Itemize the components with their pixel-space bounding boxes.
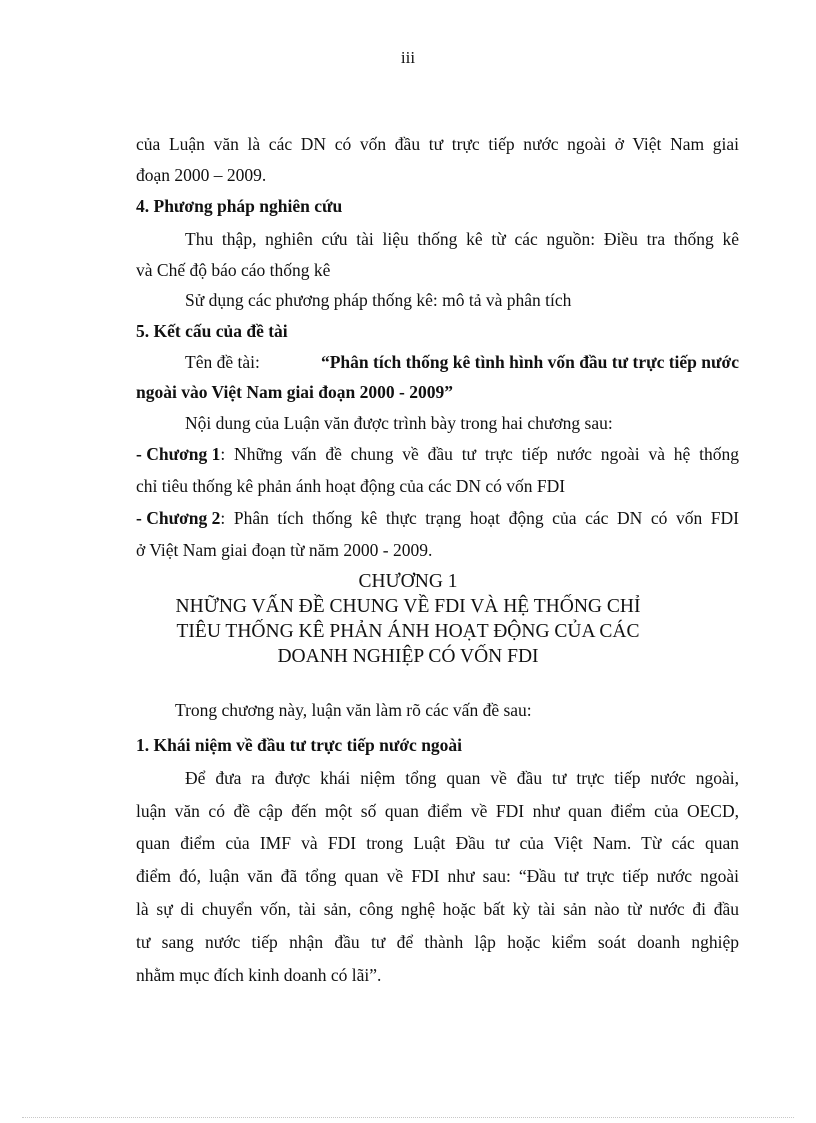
paragraph-line: là sự di chuyển vốn, tài sản, công nghệ hoặc bất kỳ tài sản nào từ nước đi đầu [136, 899, 739, 919]
title-prefix: Tên đề tài: [185, 352, 265, 372]
chapter-title-line-1: NHỮNG VẤN ĐỀ CHUNG VỀ FDI VÀ HỆ THỐNG CHỈ [175, 596, 641, 617]
chapter-2-summary [136, 506, 739, 530]
chapter-2-text: : Phân tích thống kê thực trạng hoạt động của các DN có vốn FDI [220, 508, 739, 528]
paragraph-line: Nội dung của Luận văn được trình bày trong hai chương sau: [185, 413, 613, 433]
chapter-1-summary [136, 442, 739, 466]
paragraph-line: tư sang nước tiếp nhận đầu tư để thành lập hoặc kiểm soát doanh nghiệp [136, 932, 739, 952]
chapter-title-line-2: TIÊU THỐNG KÊ PHẢN ÁNH HOẠT ĐỘNG CỦA CÁC [176, 621, 640, 642]
chapter-intro: Trong chương này, luận văn làm rõ các vấn đề sau: [175, 700, 532, 720]
chapter-1-label: - Chương 1 [136, 444, 221, 464]
paragraph-line: Thu thập, nghiên cứu tài liệu thống kê từ các nguồn: Điều tra thống kê [185, 229, 739, 249]
paragraph-line: đoạn 2000 – 2009. [136, 165, 267, 185]
paragraph-line: quan điểm của IMF và FDI trong Luật Đầu tư của Việt Nam. Từ các quan [136, 833, 739, 853]
paragraph-line: điểm đó, luận văn đã tổng quan về FDI như sau: “Đầu tư trực tiếp nước ngoài [136, 866, 739, 886]
thesis-title: “Phân tích thống kê tình hình vốn đầu tư trực tiếp nước [320, 352, 739, 372]
section-heading-1: 1. Khái niệm về đầu tư trực tiếp nước ngoài [136, 735, 463, 755]
paragraph-line: chỉ tiêu thống kê phản ánh hoạt động của các DN có vốn FDI [136, 476, 566, 496]
paragraph-line: ở Việt Nam giai đoạn từ năm 2000 - 2009. [136, 540, 433, 560]
paragraph-line: Sử dụng các phương pháp thống kê: mô tả và phân tích [185, 290, 572, 310]
paragraph-line: và Chế độ báo cáo thống kê [136, 260, 331, 280]
paragraph-line: Để đưa ra được khái niệm tổng quan về đầu tư trực tiếp nước ngoài, [185, 768, 739, 788]
chapter-label: CHƯƠNG 1 [358, 571, 458, 592]
page-bottom-divider [22, 1117, 794, 1118]
paragraph-line: của Luận văn là các DN có vốn đầu tư trực tiếp nước ngoài ở Việt Nam giai [136, 134, 739, 154]
section-heading-5: 5. Kết cấu của đề tài [136, 321, 288, 341]
section-heading-4: 4. Phương pháp nghiên cứu [136, 196, 343, 216]
thesis-title-continued: ngoài vào Việt Nam giai đoạn 2000 - 2009” [136, 382, 453, 402]
paragraph-line: nhằm mục đích kinh doanh có lãi”. [136, 965, 382, 985]
chapter-title-line-3: DOANH NGHIỆP CÓ VỐN FDI [277, 646, 539, 667]
paragraph-line: luận văn có đề cập đến một số quan điểm về FDI như quan điểm của OECD, [136, 801, 739, 821]
chapter-2-label: - Chương 2 [136, 508, 221, 528]
chapter-1-text: : Những vấn đề chung về đầu tư trực tiếp nước ngoài và hệ thống [220, 444, 739, 464]
page-number: iii [400, 48, 416, 67]
thesis-title-line [185, 350, 739, 374]
